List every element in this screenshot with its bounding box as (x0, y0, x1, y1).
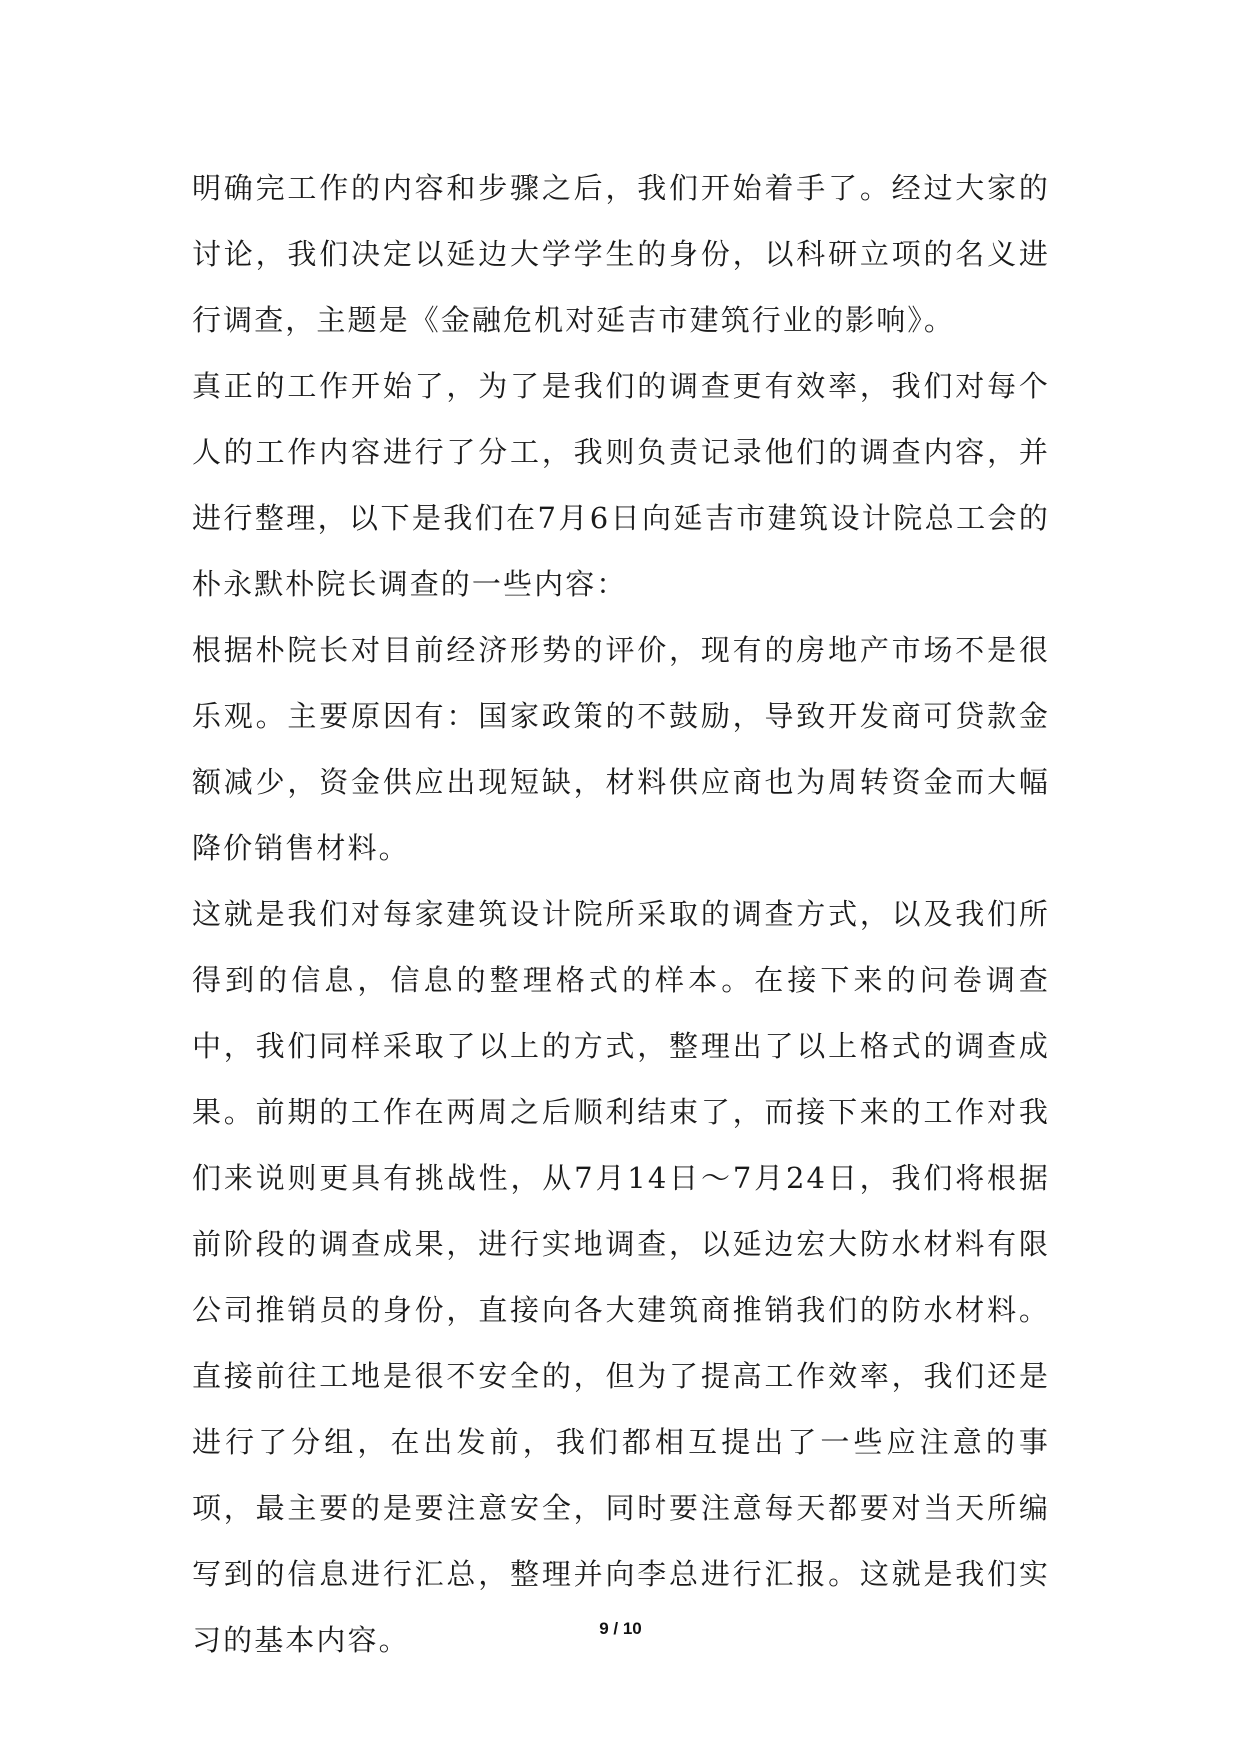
paragraph-field-survey: 这就是我们对每家建筑设计院所采取的调查方式，以及我们所得到的信息，信息的整理格式的样本。在接下来的问卷调查中，我们同样采取了以上的方式，整理出了以上格式的调查成果。前期的工作在两周之后顺利结束了，而接下来的工作对我们来说则更具有挑战性，从7月14日～7月24日，我们将根据前阶段的调查成果，进行实地调查，以延边宏大防水材料有限公司推销员的身份，直接向各大建筑商推销我们的防水材料。直接前往工地是很不安全的，但为了提高工作效率，我们还是进行了分组，在出发前，我们都相互提出了一些应注意的事项，最主要的是要注意安全，同时要注意每天都要对当天所编写到的信息进行汇总，整理并向李总进行汇报。这就是我们实习的基本内容。 (192, 897, 1050, 1657)
page-number: 9 / 10 (599, 1619, 642, 1638)
paragraph-interview-findings: 根据朴院长对目前经济形势的评价，现有的房地产市场不是很乐观。主要原因有：国家政策的不鼓励，导致开发商可贷款金额减少，资金供应出现短缺，材料供应商也为周转资金而大幅降价销售材料。 (192, 633, 1050, 865)
body-text (192, 155, 1050, 1673)
paragraph-work-plan: 明确完工作的内容和步骤之后，我们开始着手了。经过大家的讨论，我们决定以延边大学学生的身份，以科研立项的名义进行调查，主题是《金融危机对延吉市建筑行业的影响》。 (192, 171, 1050, 337)
paragraph-work-division: 真正的工作开始了，为了是我们的调查更有效率，我们对每个人的工作内容进行了分工，我则负责记录他们的调查内容，并进行整理，以下是我们在7月6日向延吉市建筑设计院总工会的朴永默朴院长调查的一些内容： (192, 369, 1050, 601)
